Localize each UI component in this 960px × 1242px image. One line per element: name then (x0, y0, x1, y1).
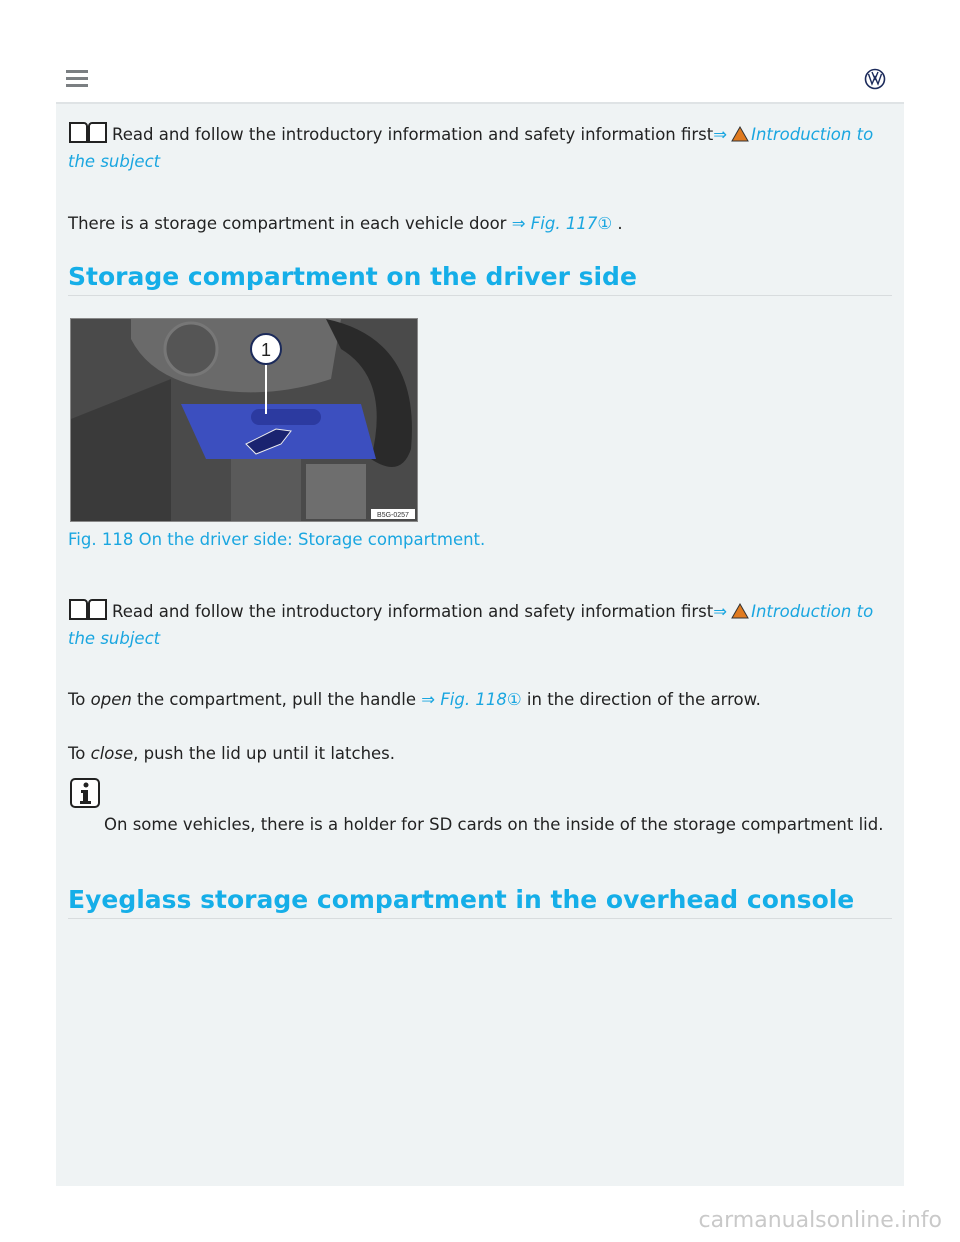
book-icon (68, 120, 108, 144)
fig118-link[interactable]: ⇒ Fig. 118① (421, 690, 522, 709)
vw-logo-icon[interactable] (864, 68, 886, 90)
figure-118-image (70, 318, 418, 522)
intro-link[interactable]: Introduction to the subject (68, 125, 874, 171)
paragraph-door: There is a storage compartment in each vehicle door ⇒ Fig. 117① . (68, 214, 623, 233)
open-instruction: To open the compartment, pull the handle ⇒ Fig. 118① in the direction of the arrow. (68, 690, 761, 709)
section-title-eyeglass: Eyeglass storage compartment in the overhead console (68, 884, 892, 919)
figure-caption: Fig. 118 On the driver side: Storage compartment. (68, 530, 486, 549)
close-instruction: To close, push the lid up until it latches. (68, 744, 396, 763)
sd-card-note: On some vehicles, there is a holder for SD cards on the inside of the storage compartment lid. (104, 815, 884, 834)
warning-icon (731, 126, 749, 142)
fig117-link[interactable]: ⇒ Fig. 117① (511, 214, 613, 233)
section-title-driver-side: Storage compartment on the driver side (68, 261, 892, 296)
figure-callout: 1 (260, 340, 272, 360)
intro-notice: Read and follow the introductory information and safety information first⇒ Introduction to the subject (68, 120, 888, 175)
content-area (56, 104, 904, 1186)
intro-link[interactable]: Introduction to the subject (68, 602, 874, 648)
top-bar (56, 56, 904, 104)
intro-notice-2: Read and follow the introductory information and safety information first⇒ Introduction to the subject (68, 597, 888, 652)
figure-code: B5G-0257 (377, 512, 409, 519)
warning-icon (731, 603, 749, 619)
hamburger-menu-icon[interactable] (66, 70, 88, 88)
book-icon (68, 597, 108, 621)
watermark: carmanualsonline.info (698, 1208, 942, 1233)
info-icon (70, 778, 100, 808)
